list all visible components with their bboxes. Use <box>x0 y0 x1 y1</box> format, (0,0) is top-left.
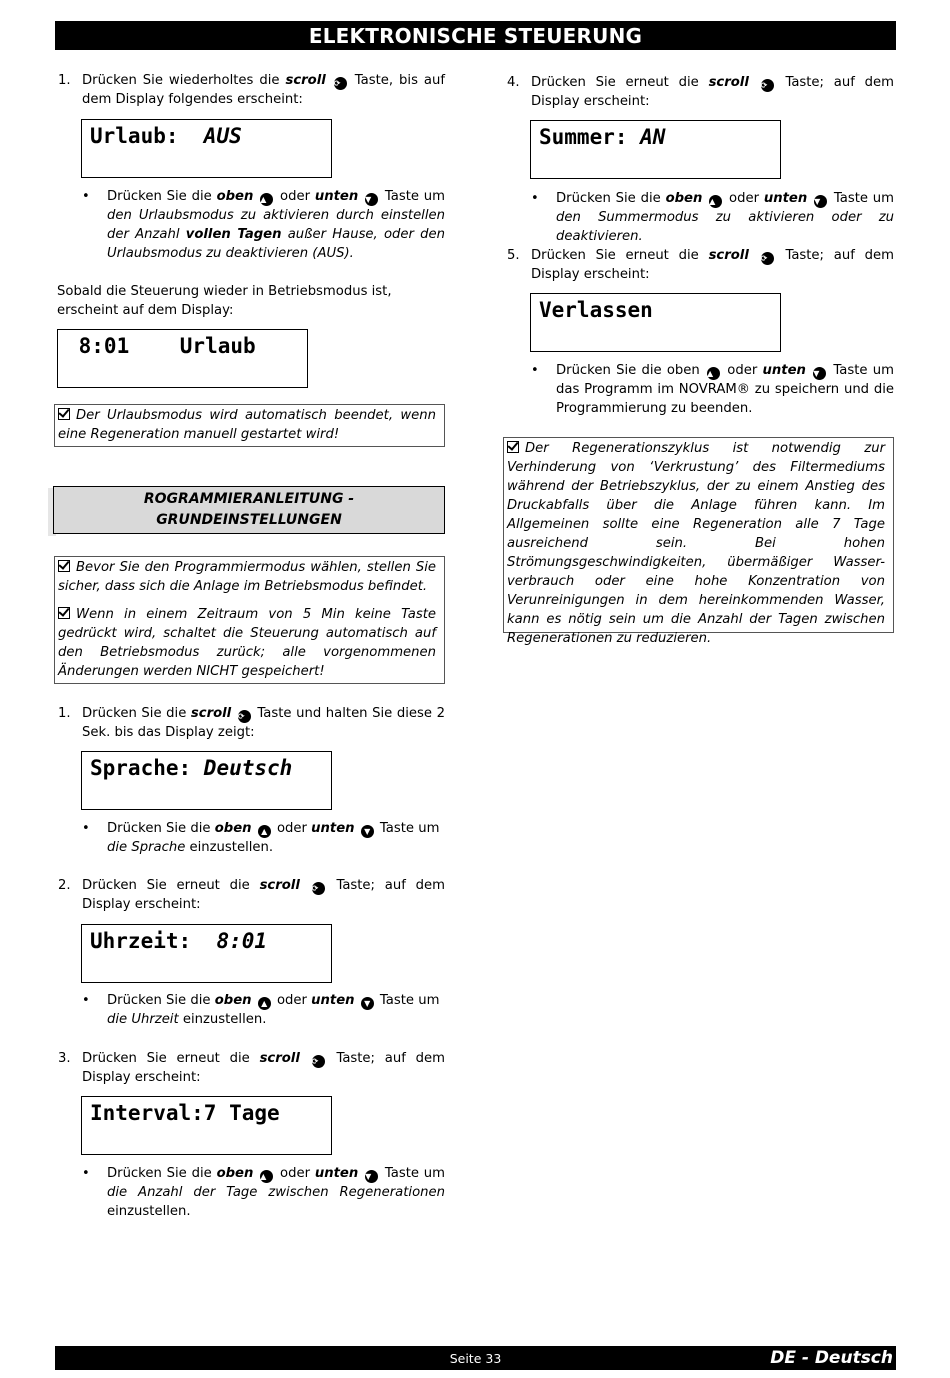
section-heading: ROGRAMMIERANLEITUNG - GRUNDEINSTELLUNGEN <box>53 486 445 534</box>
step-number: 2. <box>58 878 71 893</box>
step-3-text: Drücken Sie erneut die scroll ⟳ Taste; auf dem Display erscheint: <box>82 1051 445 1085</box>
lcd-display-summer: Summer: AN <box>530 120 781 179</box>
up-arrow-icon: ▲ <box>258 825 271 838</box>
checkbox-icon <box>507 441 519 453</box>
scroll-icon: ⟳ <box>761 252 774 265</box>
lcd-display-sprache: Sprache: Deutsch <box>81 751 332 810</box>
bullet-uhrzeit-text: Drücken Sie die oben ▲ oder unten ▼ Taste um die Uhrzeit einzustellen. <box>107 993 440 1027</box>
step-1-text: Drücken Sie die scroll ⟳ Taste und halten Sie diese 2 Sek. bis das Display zeigt: <box>82 706 446 740</box>
step-1-vacation-text: Drücken Sie wiederholtes die scroll ⟳ Taste, bis auf dem Display folgendes erscheint: <box>82 73 445 107</box>
bullet-sprache-text: Drücken Sie die oben ▲ oder unten ▼ Taste um die Sprache einzustellen. <box>107 821 440 855</box>
scroll-icon: ⟳ <box>761 79 774 92</box>
step-number: 1. <box>58 73 71 88</box>
bullet-urlaub-text: Drücken Sie die oben ▲ oder unten ▼ Taste um den Urlaubsmodus zu aktivieren durch einstellen der Anzahl vollen Tagen außer Hause, oder den Urlaubsmodus zu deaktivieren (AUS). <box>107 189 445 261</box>
scroll-icon: ⟳ <box>334 77 347 90</box>
up-arrow-icon: ▲ <box>707 367 720 380</box>
bullet-interval-text: Drücken Sie die oben ▲ oder unten ▼ Taste um die Anzahl der Tage zwischen Regenerationen einzustellen. <box>107 1166 445 1219</box>
down-arrow-icon: ▼ <box>361 825 374 838</box>
lcd-display-run: 8:01 Urlaub <box>57 329 308 388</box>
step-5-text: Drücken Sie erneut die scroll ⟳ Taste; auf dem Display erscheint: <box>531 248 894 282</box>
scroll-icon: ⟳ <box>312 1055 325 1068</box>
bullet-icon: • <box>82 821 90 836</box>
step-number: 3. <box>58 1051 71 1066</box>
bullet-icon: • <box>82 1166 90 1181</box>
step-number: 5. <box>507 248 520 263</box>
bullet-icon: • <box>82 189 90 204</box>
up-arrow-icon: ▲ <box>260 1170 273 1183</box>
step-number: 1. <box>58 706 71 721</box>
scroll-icon: ⟳ <box>238 710 251 723</box>
down-arrow-icon: ▼ <box>365 193 378 206</box>
page-number: Seite 33 <box>449 1351 502 1366</box>
up-arrow-icon: ▲ <box>709 195 722 208</box>
note-urlaub: Der Urlaubsmodus wird automatisch beendet, wenn eine Regeneration manuell gestartet wird! <box>54 404 445 447</box>
lcd-display-verlassen: Verlassen <box>530 293 781 352</box>
page-header <box>55 21 896 50</box>
down-arrow-icon: ▼ <box>365 1170 378 1183</box>
up-arrow-icon: ▲ <box>260 193 273 206</box>
checkbox-icon <box>58 408 70 420</box>
header-title: ELEKTRONISCHE STEUERUNG <box>308 24 643 48</box>
down-arrow-icon: ▼ <box>813 367 826 380</box>
checkbox-icon <box>58 560 70 572</box>
language-label: DE - Deutsch <box>770 1348 893 1368</box>
bullet-icon: • <box>82 993 90 1008</box>
page-footer <box>55 1346 896 1370</box>
checkbox-icon <box>58 607 70 619</box>
up-arrow-icon: ▲ <box>258 997 271 1010</box>
down-arrow-icon: ▼ <box>361 997 374 1010</box>
note-programming: Bevor Sie den Programmiermodus wählen, stellen Sie sicher, dass sich die Anlage im Betriebsmodus befindet. Wenn in einem Zeitraum von 5 Min keine Taste gedrückt wird, schaltet die Steuerung automatisch auf den Betriebsmodus zurück; alle vorgenommenen Änderungen werden NICHT gespeichert! <box>54 556 445 684</box>
scroll-icon: ⟳ <box>312 882 325 895</box>
down-arrow-icon: ▼ <box>814 195 827 208</box>
bullet-verlassen-text: Drücken Sie die oben ▲ oder unten ▼ Taste um das Programm im NOVRAM® zu speichern und die Programmierung zu beenden. <box>556 363 894 416</box>
bullet-summer-text: Drücken Sie die oben ▲ oder unten ▼ Taste um den Summermodus zu aktivieren oder zu deaktivieren. <box>556 191 894 244</box>
lcd-display-uhrzeit: Uhrzeit: 8:01 <box>81 924 332 983</box>
note-regeneration: Der Regenerationszyklus ist notwendig zur Verhinderung von ‘Verkrustung’ des Filtermediums während der Betriebszyklus, der zu einem Anstieg des Druckabfalls über die Anlage führen kann. Im Allgemeinen sollte eine Regeneration alle 7 Tage ausreichend sein. Bei hohen Strömungsgeschwindigkeiten, übermäßiger Wasser-verbrauch oder eine hohe Konzentration von Verunreinigungen in dem hereinkommenden Wasser, kann es nötig sein um die Anzahl der Tagen zwischen Regenerationen zu reduzieren. <box>503 437 894 633</box>
sobald-text: Sobald die Steuerung wieder in Betriebsmodus ist, erscheint auf dem Display: <box>57 284 392 318</box>
lcd-display-urlaub: Urlaub: AUS <box>81 119 332 178</box>
bullet-icon: • <box>531 363 539 378</box>
step-number: 4. <box>507 75 520 90</box>
bullet-icon: • <box>531 191 539 206</box>
lcd-display-interval: Interval:7 Tage <box>81 1096 332 1155</box>
step-4-text: Drücken Sie erneut die scroll ⟳ Taste; auf dem Display erscheint: <box>531 75 894 109</box>
step-2-text: Drücken Sie erneut die scroll ⟳ Taste; auf dem Display erscheint: <box>82 878 445 912</box>
